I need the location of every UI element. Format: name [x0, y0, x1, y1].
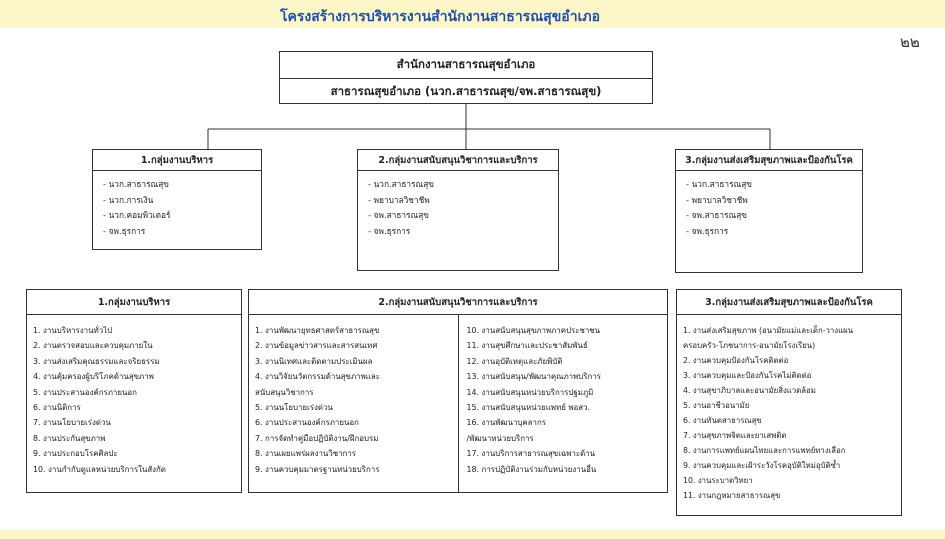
task-item: 9. งานควบคุมและเฝ้าระวังโรคอุบัติใหม่อุบัติซ้ำ — [683, 461, 841, 470]
org-head-title: สาธารณสุขอำเภอ (นวก.สาธารณสุข/จพ.สาธารณสุข) — [280, 78, 652, 105]
task-item: 2. งานตรวจสอบและควบคุมภายใน — [33, 341, 153, 351]
task-item: 11. งานสุขศึกษาและประชาสัมพันธ์ — [466, 341, 588, 351]
task-item: 8. งานการแพทย์แผนไทยและการแพทย์ทางเลือก — [683, 446, 846, 455]
task-item: 3. งานควบคุมและป้องกันโรคไม่ติดต่อ — [683, 371, 812, 380]
task-item: /พัฒนาหน่วยบริการ — [466, 433, 534, 443]
task-item: 3. งานนิเทศและติดตามประเมินผล — [255, 356, 373, 366]
task-item: 6. งานนิติการ — [33, 403, 81, 413]
task-item: 10. งานระบาดวิทยา — [683, 476, 753, 485]
page-title: โครงสร้างการบริหารงานสำนักงานสาธารณสุขอำเภอ — [280, 9, 600, 25]
staff-item: - จพ.สาธารณสุข — [686, 210, 747, 220]
task-item: 10. งานสนับสนุนสุขภาพภาคประชาชน — [466, 326, 601, 335]
task-item: 3. งานส่งเสริมคุณธรรมและจริยธรรม — [33, 356, 160, 366]
task-item: 2. งานควบคุมป้องกันโรคติดต่อ — [683, 356, 789, 365]
task-item: 12. งานอุบัติเหตุและภัยพิบัติ — [466, 356, 563, 366]
task-group-title: 2.กลุ่มงานสนับสนุนวิชาการและบริการ — [249, 290, 667, 315]
staff-item: - นวก.การเงิน — [103, 194, 154, 205]
staff-item: - นวก.คอมพิวเตอร์ — [103, 210, 171, 220]
task-item: 1. งานพัฒนายุทธศาสตร์สาธารณสุข — [255, 326, 380, 335]
task-item: 5. งานอาชีวอนามัย — [683, 401, 750, 410]
task-item: 14. งานสนับสนุนหน่วยบริการปฐมภูมิ — [466, 387, 594, 397]
task-item: 1. งานบริหารงานทั่วไป — [33, 326, 113, 335]
task-item: 15. งานสนับสนุนหน่วยแพทย์ พอสว. — [466, 403, 591, 413]
task-item: 7. การจัดทำคู่มือปฏิบัติงาน/ฝึกอบรม — [255, 433, 379, 443]
page-number: ๒๒ — [900, 33, 920, 51]
task-item: 4. งานวิจัยนวัตกรรมด้านสุขภาพและ — [255, 372, 380, 382]
task-group-title: 3.กลุ่มงานส่งเสริมสุขภาพและป้องกันโรค — [677, 290, 901, 315]
task-group-academic — [248, 289, 668, 493]
task-group-health-promotion — [676, 289, 902, 516]
staff-group-admin — [92, 149, 262, 250]
task-column-right — [458, 315, 668, 493]
task-item: 7. งานสุขภาพจิตและยาเสพติด — [683, 431, 787, 440]
staff-item: - พยาบาลวิชาชีพ — [686, 194, 748, 205]
staff-item: - จพ.สาธารณสุข — [368, 210, 429, 220]
task-item: 18. การปฏิบัติงานร่วมกับหน่วยงานอื่น — [466, 464, 597, 474]
staff-item: - นวก.สาธารณสุข — [686, 179, 752, 189]
task-column-left — [249, 315, 458, 493]
task-item: ครอบครัว-โภชนาการ-อนามัยโรงเรียน) — [683, 341, 816, 350]
staff-item: - นวก.สาธารณสุข — [368, 179, 434, 189]
task-item: 8. งานเผยแพร่ผลงานวิชาการ — [255, 449, 356, 459]
task-item: 6. งานประสานองค์กรภายนอก — [255, 418, 359, 428]
task-item: 11. งานกฎหมายสาธารณสุข — [683, 491, 781, 500]
staff-group-academic — [357, 149, 559, 271]
task-item: 9. งานประกอบโรคศิลปะ — [33, 449, 118, 459]
task-item: 9. งานควบคุมมาตรฐานหน่วยบริการ — [255, 464, 380, 474]
task-group-title: 1.กลุ่มงานบริหาร — [27, 290, 241, 315]
staff-item: - พยาบาลวิชาชีพ — [368, 194, 430, 205]
task-item: 5. งานนโยบายเร่งด่วน — [255, 403, 333, 413]
staff-item: - จพ.ธุรการ — [368, 225, 411, 236]
task-item: สนับสนุนวิชาการ — [255, 387, 314, 397]
staff-group-title: 1.กลุ่มงานบริหาร — [93, 150, 261, 171]
task-group-admin — [26, 289, 242, 493]
task-item: 4. งานสุขาภิบาลและอนามัยสิ่งแวดล้อม — [683, 386, 816, 395]
task-item: 13. งานสนับสนุน/พัฒนาคุณภาพบริการ — [466, 372, 601, 382]
task-item: 7. งานนโยบายเร่งด่วน — [33, 418, 111, 428]
staff-item: - จพ.ธุรการ — [103, 225, 146, 236]
org-name: สำนักงานสาธารณสุขอำเภอ — [396, 57, 536, 71]
task-item: 4. งานคุ้มครองผู้บริโภคด้านสุขภาพ — [33, 372, 154, 382]
task-item: 6. งานทันตสาธารณสุข — [683, 416, 762, 425]
org-head-box — [279, 51, 653, 104]
task-item: 1. งานส่งเสริมสุขภาพ (อนามัยแม่และเด็ก-วางแผน — [683, 326, 854, 335]
task-item: 5. งานประสานองค์กรภายนอก — [33, 387, 137, 397]
task-item: 8. งานประกันสุขภาพ — [33, 433, 106, 443]
staff-group-title: 2.กลุ่มงานสนับสนุนวิชาการและบริการ — [358, 150, 558, 171]
staff-group-health-promotion — [675, 149, 863, 273]
task-item: 17. งานบริการสาธารณสุขเฉพาะด้าน — [466, 449, 596, 459]
task-item: 2. งานข้อมูลข่าวสารและสารสนเทศ — [255, 341, 378, 351]
staff-item: - นวก.สาธารณสุข — [103, 179, 169, 189]
task-item: 10. งานกำกับดูแลหน่วยบริการในสังกัด — [33, 464, 166, 474]
task-item: 16. งานพัฒนาบุคลากร — [466, 418, 546, 428]
staff-group-title: 3.กลุ่มงานส่งเสริมสุขภาพและป้องกันโรค — [676, 150, 862, 171]
staff-item: - จพ.ธุรการ — [686, 225, 729, 236]
